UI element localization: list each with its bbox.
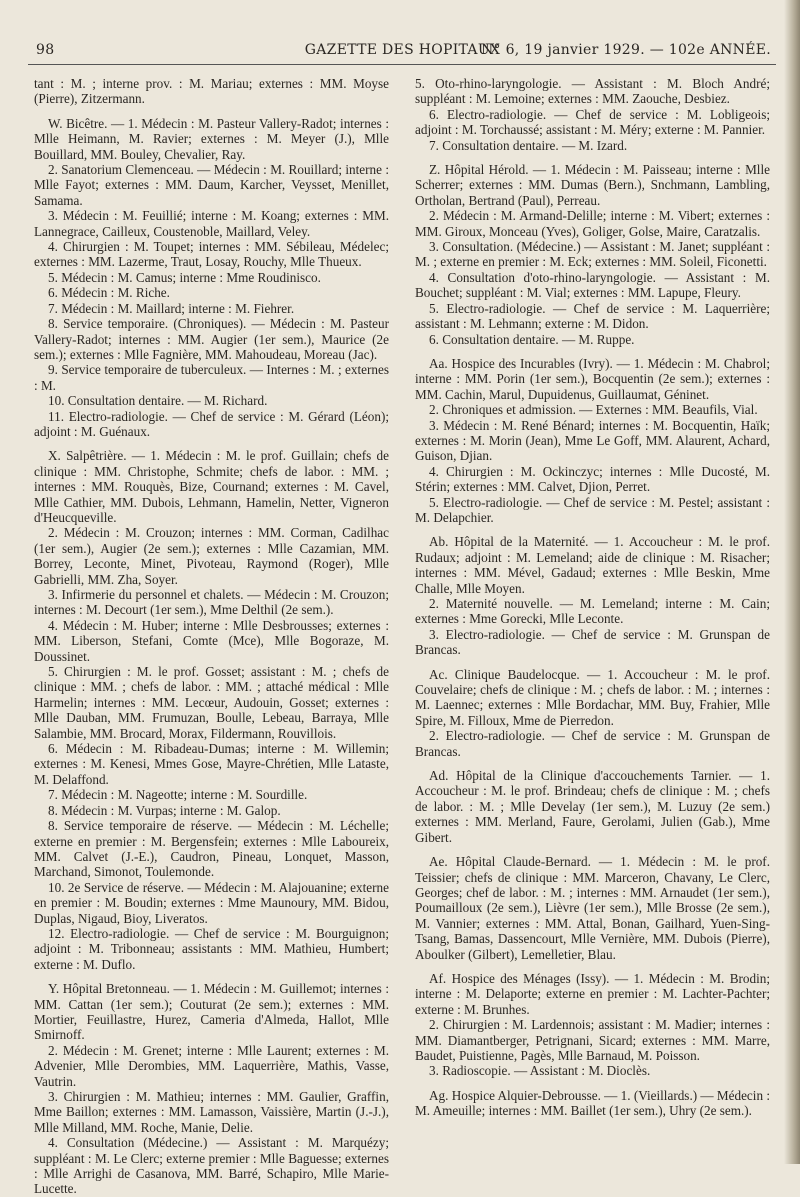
paragraph: 9. Service temporaire de tuberculeux. — Internes : M. ; externes : M. [34, 362, 389, 393]
paragraph: 5. Oto-rhino-laryngologie. — Assistant : M. Bloch André; suppléant : M. Lemoine; externes : MM. Zaouche, Desbiez. [415, 76, 770, 107]
paragraph: Ab. Hôpital de la Maternité. — 1. Accoucheur : M. le prof. Rudaux; adjoint : M. Lemeland; aide de clinique : M. Risacher; internes : MM. Mével, Gadaud; externes : Mlle Beskin, Mme Challe, Mlle Moyen. [415, 534, 770, 596]
paragraph: 5. Chirurgien : M. le prof. Gosset; assistant : M. ; chefs de clinique : MM. ; chefs de labor. : MM. ; attaché médical : Mlle Harmelin; internes : MM. Lecœur, Audouin, Gosset; externes : Mlle Dauban, MM. Frumuzan, Boulle, Lebeau, Barraya, Mlle Salambie, MM. Brocard, Morax, Fildermann, Rouvillois. [34, 664, 389, 741]
paragraph: 4. Chirurgien : M. Toupet; internes : MM. Sébileau, Médelec; externes : MM. Lazerme, Traut, Losay, Rouchy, Mlle Thueux. [34, 239, 389, 270]
publication-title: GAZETTE DES HOPITAUX [304, 42, 501, 58]
paragraph: tant : M. ; interne prov. : M. Mariau; externes : MM. Moyse (Pierre), Zitzermann. [34, 76, 389, 107]
paragraph: 2. Médecin : M. Crouzon; internes : MM. Corman, Cadilhac (1er sem.), Augier (2e sem.); externes : Mlle Cazamian, MM. Borrey, Leconte, Minet, Pivoteau, Raymond (Roger), Mlle Gabrielli, MM. Zha, Soyer. [34, 525, 389, 587]
paragraph: 7. Médecin : M. Nageotte; interne : M. Sourdille. [48, 787, 308, 803]
paragraph: 4. Médecin : M. Huber; interne : Mlle Desbrousses; externes : MM. Liberson, Stefani, Comte (Mce), Mlle Bogoraze, M. Doussinet. [34, 617, 389, 664]
page-number: 98 [36, 42, 55, 58]
paragraph: 3. Médecin : M. René Bénard; internes : M. Bocquentin, Haïk; externes : M. Morin (Jean), Mme Le Goff, MM. Alaurent, Achard, Guison, Djian. [415, 417, 770, 464]
paragraph: 5. Electro-radiologie. — Chef de service : M. Laquerrière; assistant : M. Lehmann; externe : M. Didon. [415, 300, 770, 332]
paragraph: 6. Consultation dentaire. — M. Ruppe. [429, 331, 635, 347]
paragraph: 4. Consultation (Médecine.) — Assistant : M. Marquézy; suppléant : M. Le Clerc; externe premier : Mlle Baguesse; externes : Mlle Arrighi de Casanova, MM. Barré, Schapiro, Mlle Marie-Lucette. [34, 1135, 389, 1197]
paragraph: Ag. Hospice Alquier-Debrousse. — 1. (Vieillards.) — Médecin : M. Ameuille; internes : MM. Baillet (1er sem.), Uhry (2e sem.). [415, 1087, 771, 1119]
paragraph: 3. Infirmerie du personnel et chalets. — Médecin : M. Crouzon; internes : M. Decourt (1er sem.), Mme Delthil (2e sem.). [34, 587, 389, 618]
paragraph: Ad. Hôpital de la Clinique d'accouchements Tarnier. — 1. Accoucheur : M. le prof. Brindeau; chefs de clinique : M. ; chefs de labor. : M. ; Mlle Develay (1er sem.), M. Luzuy (2e sem.) externes : MM. Merland, Faure, Gerolami, Julien (Gab.), Mme Gibert. [415, 768, 770, 845]
paragraph: 4. Consultation d'oto-rhino-laryngologie. — Assistant : M. Bouchet; suppléant : M. Vial; externes : MM. Lapupe, Fleury. [415, 269, 770, 301]
paragraph: Z. Hôpital Hérold. — 1. Médecin : M. Paisseau; interne : Mlle Scherrer; externes : MM. Dumas (Bern.), Snchmann, Lambling, Ortholan, Bertrand (Paul), Perreau. [415, 162, 770, 208]
paragraph: 2. Sanatorium Clemenceau. — Médecin : M. Rouillard; interne : Mlle Fayot; externes : MM. Daum, Karcher, Veysset, Menillet, Samama. [34, 162, 389, 208]
right-column [415, 76, 770, 1119]
paragraph: 2. Chirurgien : M. Lardennois; assistant : M. Madier; internes : MM. Diamantberger, Petrignani, Sicard; externes : MM. Marre, Baudet, Puistienne, Pagès, Mlle Barnaud, M. Poisson. [415, 1017, 770, 1063]
paragraph: 3. Médecin : M. Feuillié; interne : M. Koang; externes : MM. Lannegrace, Cailleux, Coustenoble, Maillard, Veley. [34, 208, 389, 239]
paragraph: 3. Radioscopie. — Assistant : M. Dioclès. [429, 1063, 651, 1079]
header-rule [28, 64, 776, 65]
paragraph: 2. Médecin : M. Armand-Delille; interne : M. Vibert; externes : MM. Giroux, Monceau (Yves), Goliger, Golse, Maire, Caratzalis. [415, 208, 770, 239]
paragraph: 7. Consultation dentaire. — M. Izard. [429, 137, 628, 153]
issue-info: N° 6, 19 janvier 1929. — 102e ANNÉE. [480, 42, 771, 58]
paragraph: Af. Hospice des Ménages (Issy). — 1. Médecin : M. Brodin; interne : M. Delaporte; externe en premier : M. Lachter-Pachter; externe : M. Brunhes. [415, 970, 770, 1017]
paragraph: 8. Service temporaire de réserve. — Médecin : M. Léchelle; externe en premier : M. Bergensfein; externes : Mlle Laboureix, MM. Calvet (J.-E.), Caudron, Pineau, Lonquet, Masson, Marchand, Simonot, Toulemonde. [34, 818, 389, 880]
paragraph: 12. Electro-radiologie. — Chef de service : M. Bourguignon; adjoint : M. Tribonneau; assistants : MM. Mathieu, Humbert; externe : M. Duflo. [34, 925, 389, 972]
paragraph: 8. Service temporaire. (Chroniques). — Médecin : M. Pasteur Vallery-Radot; internes : MM. Augier (1er sem.), Maurice (2e sem.); externes : Mlle Fagnière, MM. Mahoudeau, Moreau (Jac). [34, 316, 389, 362]
paragraph: Ae. Hôpital Claude-Bernard. — 1. Médecin : M. le prof. Teissier; chefs de clinique : MM. Marceron, Chavany, Le Clerc, Georges; chef de labor. : M. ; internes : MM. Arnaudet (1er sem.), Poumailloux (2e sem.), Lièvre (1er sem.), Mlle Brosse (2e sem.), M. Vannier; externes : MM. Attal, Bonan, Gailhard, Yuen-Sing-Tsang, Bamas, Dassencourt, Mlle Vernière, MM. Dubois (Pierre), Aboulker (Gilbert), Lemelletier, Blau. [415, 854, 770, 962]
paragraph: 2. Chroniques et admission. — Externes : MM. Beaufils, Vial. [429, 402, 758, 418]
paragraph: 3. Consultation. (Médecine.) — Assistant : M. Janet; suppléant : M. ; externe en premier : M. Eck; externes : MM. Soleil, Ficonetti. [415, 239, 770, 270]
paragraph: X. Salpêtrière. — 1. Médecin : M. le prof. Guillain; chefs de clinique : MM. Christophe, Schmite; chefs de labor. : MM. ; internes : MM. Rouquès, Bize, Cournand; externes : M. Cavel, Mlle Cathier, MM. Dubois, Lehmann, Hamelin, Netter, Vigneron d'Heucqueville. [34, 448, 389, 525]
paragraph: 6. Electro-radiologie. — Chef de service : M. Lobligeois; adjoint : M. Torchaussé; assistant : M. Méry; externe : M. Pannier. [415, 106, 770, 138]
paragraph: Ac. Clinique Baudelocque. — 1. Accoucheur : M. le prof. Couvelaire; chefs de clinique : M. ; chefs de labor. : M. ; internes : M. Laennec; externes : Mlle Bordachar, MM. Buy, Frahier, Mlle Spire, M. Filloux, Mme de Pierredon. [415, 666, 770, 728]
paragraph: 6. Médecin : M. Riche. [48, 285, 170, 301]
paragraph: 2. Maternité nouvelle. — M. Lemeland; interne : M. Cain; externes : Mme Gorecki, Mlle Leconte. [415, 596, 770, 627]
paragraph: 6. Médecin : M. Ribadeau-Dumas; interne : M. Willemin; externes : M. Kenesi, Mmes Gose, Mayre-Chrétien, Mlle Lataste, M. Delaffond. [34, 741, 389, 787]
paragraph: 7. Médecin : M. Maillard; interne : M. Fiehrer. [48, 300, 295, 316]
paragraph: 5. Electro-radiologie. — Chef de service : M. Pestel; assistant : M. Delapchier. [415, 494, 770, 525]
paragraph: 4. Chirurgien : M. Ockinczyc; internes : Mlle Ducosté, M. Stérin; externes : MM. Calvet, Djion, Perret. [415, 463, 770, 495]
paragraph: 2. Médecin : M. Grenet; interne : Mlle Laurent; externes : M. Advenier, Mlle Derombies, MM. Laquerrière, Mathis, Vasse, Vautrin. [34, 1042, 389, 1089]
page-header [30, 40, 775, 62]
paragraph: Y. Hôpital Bretonneau. — 1. Médecin : M. Guillemot; internes : MM. Cattan (1er sem.); Couturat (2e sem.); externes : MM. Mortier, Feuillastre, Hurez, Cameria d'Almeda, Hallot, Mlle Smirnoff. [34, 981, 389, 1043]
paragraph: 3. Electro-radiologie. — Chef de service : M. Grunspan de Brancas. [415, 626, 770, 658]
paragraph: 10. 2e Service de réserve. — Médecin : M. Alajouanine; externe en premier : M. Boudin; externes : Mme Maunoury, MM. Bidou, Duplas, Nigaud, Bioy, Liveratos. [34, 879, 389, 926]
paragraph: 8. Médecin : M. Vurpas; interne : M. Galop. [48, 802, 281, 818]
paragraph: Aa. Hospice des Incurables (Ivry). — 1. Médecin : M. Chabrol; interne : MM. Porin (1er sem.), Bocquentin (2e sem.); externes : MM. Cachin, Marul, Dupuidenus, Guillaumat, Géninet. [415, 355, 770, 402]
paragraph: 2. Electro-radiologie. — Chef de service : M. Grunspan de Brancas. [415, 728, 770, 759]
paragraph: 10. Consultation dentaire. — M. Richard. [48, 393, 268, 409]
paragraph: 11. Electro-radiologie. — Chef de service : M. Gérard (Léon); adjoint : M. Guénaux. [34, 408, 389, 439]
paragraph: 5. Médecin : M. Camus; interne : Mme Roudinisco. [48, 269, 321, 285]
paragraph: 3. Chirurgien : M. Mathieu; internes : MM. Gaulier, Graffin, Mme Baillon; externes : MM. Lamasson, Vaissière, Martin (J.-J.), Mlle Milland, MM. Roche, Manie, Delie. [34, 1089, 389, 1135]
page-edge-shadow [784, 0, 800, 1164]
paragraph: W. Bicêtre. — 1. Médecin : M. Pasteur Vallery-Radot; internes : Mlle Heimann, M. Ravier; externes : M. Meyer (J.), Mlle Bouillard, MM. Bouley, Chevalier, Ray. [34, 115, 389, 162]
left-column [34, 76, 389, 1197]
